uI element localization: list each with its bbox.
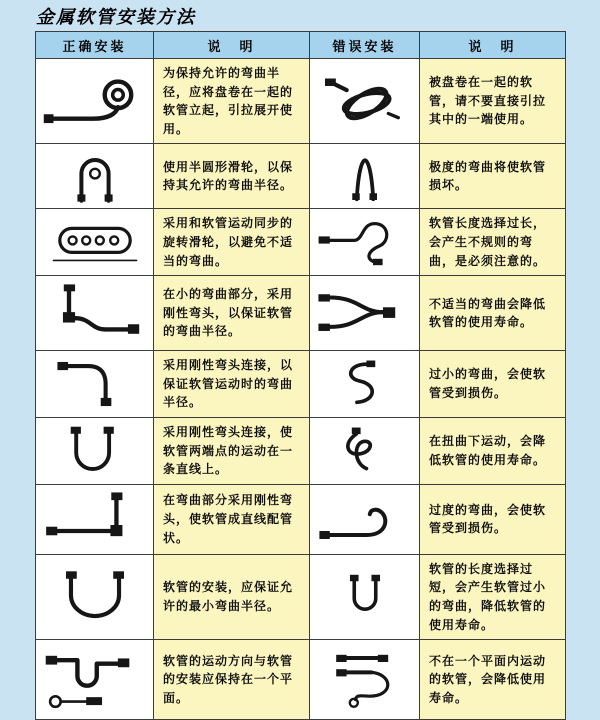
hose-coil-bundled-icon: [315, 71, 415, 131]
correct-illustration-cell: [36, 144, 154, 209]
correct-illustration-cell: [36, 484, 154, 554]
wrong-illustration-cell: [310, 640, 420, 720]
hose-u-aligned-ends-icon: [48, 422, 142, 480]
wrong-illustration-cell: [310, 209, 420, 276]
wrong-illustration-cell: [310, 59, 420, 144]
table-row: [36, 209, 566, 276]
table-row: [36, 276, 566, 351]
correct-illustration-cell: [36, 640, 154, 720]
correct-note: 软管的运动方向与软管的安装应保持在一个平面。: [154, 640, 310, 720]
header-wrong-note: 说 明: [420, 32, 566, 59]
correct-illustration-cell: [36, 59, 154, 144]
wrong-illustration-cell: [310, 417, 420, 484]
hose-too-small-bend-icon: [321, 355, 409, 413]
hose-rotating-track-icon: [42, 214, 148, 270]
installation-method-table: [35, 31, 566, 720]
correct-illustration-cell: [36, 276, 154, 351]
hose-single-plane-icon: [42, 647, 148, 713]
wrong-note: 软管长度选择过长，会产生不规则的弯曲，是必须注意的。: [420, 209, 566, 276]
table-row: [36, 59, 566, 144]
wrong-note: 不适当的弯曲会降低软管的使用寿命。: [420, 276, 566, 351]
wrong-note: 在扭曲下运动，会降低软管的使用寿命。: [420, 417, 566, 484]
wrong-note: 软管的长度选择过短，会产生软管过小的弯曲，降低软管的使用寿命。: [420, 554, 566, 639]
correct-illustration-cell: [36, 209, 154, 276]
hose-over-pulley-icon: [47, 147, 143, 205]
wrong-illustration-cell: [310, 276, 420, 351]
table-header-row: [36, 32, 566, 59]
hose-rigid-elbow-bend-icon: [43, 282, 147, 344]
wrong-illustration-cell: [310, 484, 420, 554]
wrong-note: 不在一个平面内运动的软管，会降低使用寿命。: [420, 640, 566, 720]
correct-note: 采用刚性弯头连接，以保证软管运动时的弯曲半径。: [154, 351, 310, 418]
table-row: [36, 351, 566, 418]
hose-loop-excess-length-icon: [317, 213, 413, 271]
wrong-illustration-cell: [310, 144, 420, 209]
hose-min-bend-radius-icon: [45, 568, 145, 626]
table-row: [36, 554, 566, 639]
hose-elbow-connection-icon: [46, 355, 144, 413]
correct-note: 采用刚性弯头连接，使软管两端点的运动在一条直线上。: [154, 417, 310, 484]
correct-note: 采用和软管运动同步的旋转滑轮，以避免不适当的弯曲。: [154, 209, 310, 276]
hose-overbent-elbow-icon: [317, 490, 413, 548]
correct-illustration-cell: [36, 417, 154, 484]
correct-illustration-cell: [36, 351, 154, 418]
header-correct-note: 说 明: [154, 32, 310, 59]
table-row: [36, 484, 566, 554]
wrong-illustration-cell: [310, 554, 420, 639]
correct-illustration-cell: [36, 554, 154, 639]
correct-note: 为保持允许的弯曲半径，应将盘卷在一起的软管立起，引拉展开使用。: [154, 59, 310, 144]
wrong-note: 被盘卷在一起的软管，请不要直接引拉其中的一端使用。: [420, 59, 566, 144]
hose-out-of-plane-icon: [317, 647, 413, 713]
table-row: [36, 417, 566, 484]
correct-note: 使用半圆形滑轮，以保持其允许的弯曲半径。: [154, 144, 310, 209]
correct-note: 在弯曲部分采用刚性弯头，使软管成直线配管状。: [154, 484, 310, 554]
correct-note: 软管的安装，应保证允许的最小弯曲半径。: [154, 554, 310, 639]
hose-twisted-icon: [321, 422, 409, 480]
page-title: 金属软管安装方法: [36, 7, 196, 27]
hose-improper-bend-icon: [316, 284, 414, 342]
wrong-note: 极度的弯曲将使软管损坏。: [420, 144, 566, 209]
hose-extreme-bend-icon: [320, 148, 410, 204]
table-row: [36, 640, 566, 720]
hose-straight-with-elbow-icon: [43, 489, 147, 549]
header-correct-install: 正确安装: [36, 32, 154, 59]
wrong-note: 过小的弯曲，会使软管受到损伤。: [420, 351, 566, 418]
correct-note: 在小的弯曲部分，采用刚性弯头，以保证软管的弯曲半径。: [154, 276, 310, 351]
wrong-illustration-cell: [310, 351, 420, 418]
header-wrong-install: 错误安装: [310, 32, 420, 59]
hose-coil-upright-icon: [42, 69, 148, 133]
wrong-note: 过度的弯曲，会使软管受到损伤。: [420, 484, 566, 554]
table-row: [36, 144, 566, 209]
hose-too-short-icon: [322, 569, 408, 625]
